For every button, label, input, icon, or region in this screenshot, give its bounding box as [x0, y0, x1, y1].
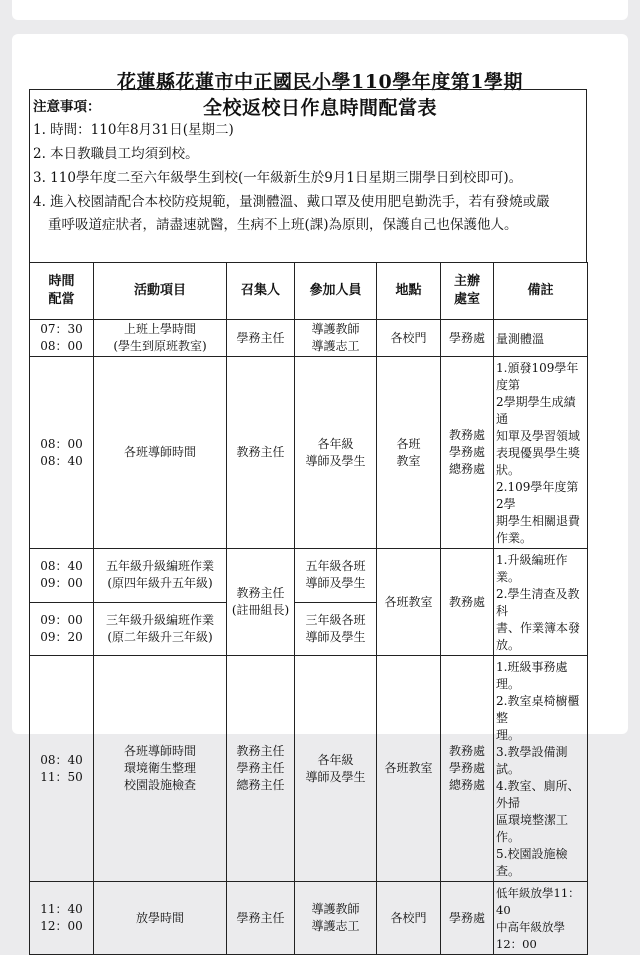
row5-convener: 學務主任 — [227, 882, 295, 955]
header-activity: 活動項目 — [94, 263, 227, 320]
notice-item-4: 4. 進入校園請配合本校防疫規範，量測體溫、戴口罩及使用肥皂勤洗手，若有發燒或嚴 — [33, 194, 550, 210]
row2-time: 08：00 08：40 — [30, 357, 94, 549]
row1-time: 07：30 08：00 — [30, 320, 94, 357]
row2-participants: 各年級 導師及學生 — [295, 357, 377, 549]
table-header-row — [30, 263, 588, 320]
table-row — [30, 656, 588, 882]
header-convener: 召集人 — [227, 263, 295, 320]
row5-office: 學務處 — [441, 882, 494, 955]
row3a-activity: 五年級升級編班作業 (原四年級升五年級) — [94, 549, 227, 603]
row4-office: 教務處 學務處 總務處 — [441, 656, 494, 882]
header-participants: 參加人員 — [295, 263, 377, 320]
header-office: 主辦 處室 — [441, 263, 494, 320]
row1-remarks: 量測體溫 — [494, 320, 588, 357]
row2-office: 教務處 學務處 總務處 — [441, 357, 494, 549]
row3b-activity: 三年級升級編班作業 (原二年級升三年級) — [94, 602, 227, 656]
row2-remarks: 1.頒發109學年度第 2學期學生成績通 知單及學習領域 表現優異學生獎 狀。 2.109學年度第2學 期學生相關退費 作業。 — [494, 357, 588, 549]
row2-location: 各班 教室 — [377, 357, 441, 549]
row5-remarks: 低年級放學11：40 中高年級放學12：00 — [494, 882, 588, 955]
notice-item-1: 1. 時間：110年8月31日(星期二) — [33, 122, 234, 138]
notice-item-3: 3. 110學年度二至六年級學生到校(一年級新生於9月1日星期三開學日到校即可)。 — [33, 170, 523, 186]
row2-activity: 各班導師時間 — [94, 357, 227, 549]
row3-convener: 教務主任 (註冊組長) — [227, 549, 295, 656]
notice-box — [29, 89, 587, 262]
table-row — [30, 549, 588, 603]
row5-location: 各校門 — [377, 882, 441, 955]
table-row — [30, 320, 588, 357]
row3a-time: 08：40 09：00 — [30, 549, 94, 603]
table-row — [30, 357, 588, 549]
row5-time: 11：40 12：00 — [30, 882, 94, 955]
row3-location: 各班教室 — [377, 549, 441, 656]
row1-participants: 導護教師 導護志工 — [295, 320, 377, 357]
row1-activity: 上班上學時間 (學生到原班教室) — [94, 320, 227, 357]
row3b-participants: 三年級各班 導師及學生 — [295, 602, 377, 656]
document-title: 花蓮縣花蓮市中正國民小學110學年度第1學期 — [117, 71, 523, 93]
row5-participants: 導護教師 導護志工 — [295, 882, 377, 955]
row4-time: 08：40 11：50 — [30, 656, 94, 882]
row4-convener: 教務主任 學務主任 總務主任 — [227, 656, 295, 882]
row3-office: 教務處 — [441, 549, 494, 656]
notice-item-2: 2. 本日教職員工均須到校。 — [33, 146, 199, 162]
row3a-participants: 五年級各班 導師及學生 — [295, 549, 377, 603]
row1-office: 學務處 — [441, 320, 494, 357]
row3b-time: 09：00 09：20 — [30, 602, 94, 656]
header-time: 時間 配當 — [30, 263, 94, 320]
row4-activity: 各班導師時間 環境衛生整理 校園設施檢查 — [94, 656, 227, 882]
header-location: 地點 — [377, 263, 441, 320]
row2-convener: 教務主任 — [227, 357, 295, 549]
schedule-table — [29, 262, 588, 955]
table-row — [30, 882, 588, 955]
row4-location: 各班教室 — [377, 656, 441, 882]
row3-remarks: 1.升級編班作業。 2.學生清查及教科 書、作業簿本發 放。 — [494, 549, 588, 656]
row4-participants: 各年級 導師及學生 — [295, 656, 377, 882]
row1-convener: 學務主任 — [227, 320, 295, 357]
document-subtitle: 全校返校日作息時間配當表 — [202, 97, 437, 119]
notice-item-4-cont: 重呼吸道症狀者，請盡速就醫，生病不上班(課)為原則，保護自己也保護他人。 — [48, 217, 518, 233]
row5-activity: 放學時間 — [94, 882, 227, 955]
previous-page-card — [12, 0, 628, 20]
notice-heading: 注意事項： — [33, 99, 101, 115]
row4-remarks: 1.班級事務處理。 2.教室桌椅櫥櫃整 理。 3.教學設備測試。 4.教室、廁所、外掃 區環境整潔工作。 5.校園設施檢查。 — [494, 656, 588, 882]
row1-location: 各校門 — [377, 320, 441, 357]
header-remarks: 備註 — [494, 263, 588, 320]
